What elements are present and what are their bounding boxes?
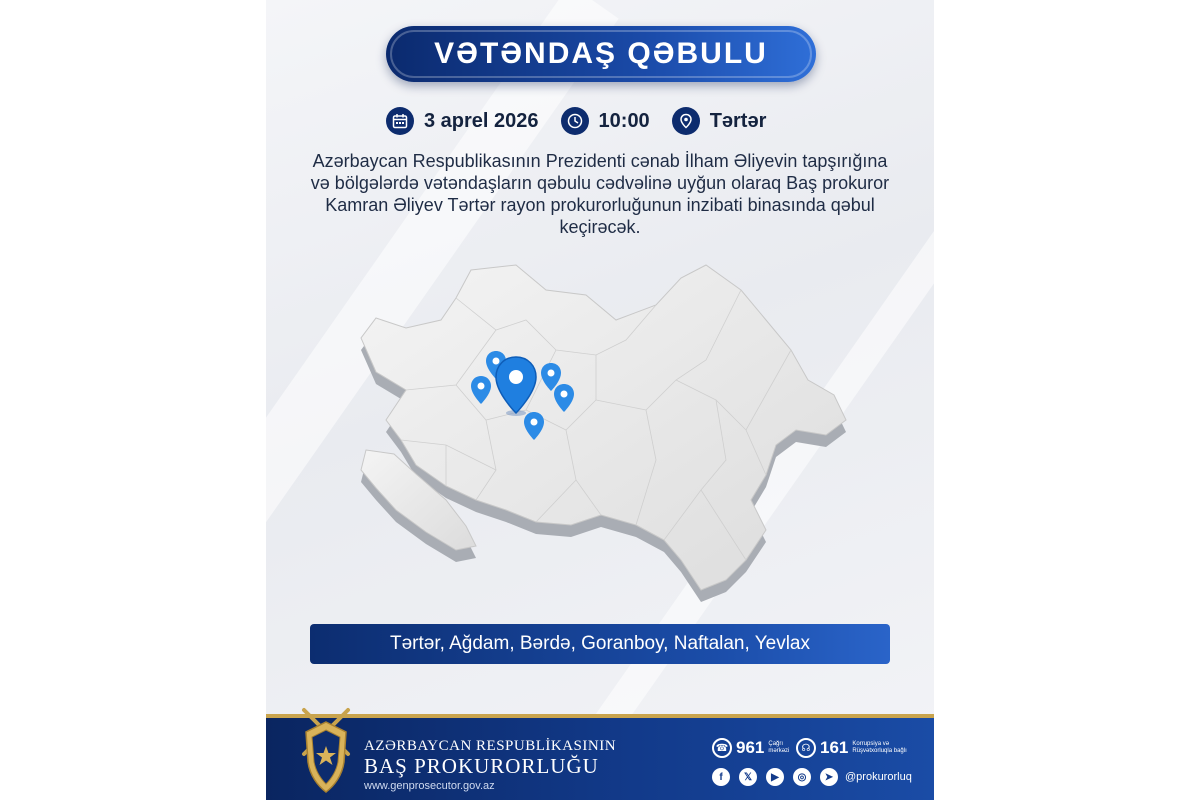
calendar-icon bbox=[386, 107, 414, 135]
azerbaijan-map bbox=[346, 260, 866, 610]
organization-name-line2: BAŞ PROKURORLUĞU bbox=[364, 754, 599, 778]
location-pin-icon bbox=[672, 107, 700, 135]
page-title: VƏTƏNDAŞ QƏBULU bbox=[434, 37, 768, 70]
hotline-anticorruption[interactable] bbox=[796, 738, 912, 758]
clock-icon bbox=[561, 107, 589, 135]
event-time: 10:00 bbox=[598, 109, 650, 132]
website-link[interactable]: www.genprosecutor.gov.az bbox=[364, 780, 495, 792]
x-icon[interactable]: 𝕏 bbox=[739, 768, 757, 786]
prosecutor-emblem-icon bbox=[294, 704, 358, 796]
social-handle[interactable]: @prokurorluq bbox=[845, 771, 912, 783]
footer-bar bbox=[266, 718, 934, 800]
announcement-poster bbox=[266, 0, 934, 800]
social-links bbox=[712, 768, 912, 786]
event-date: 3 aprel 2026 bbox=[424, 109, 539, 132]
phone-icon: ☎ bbox=[712, 738, 732, 758]
hotline-caption: Korrupsiya və Rüşvətxorluqla bağlı bbox=[852, 741, 907, 754]
organization-name-line1: AZƏRBAYCAN RESPUBLİKASININ bbox=[364, 738, 617, 754]
footer-gold-stripe bbox=[266, 714, 934, 718]
youtube-icon[interactable]: ▶ bbox=[766, 768, 784, 786]
instagram-icon[interactable]: ◎ bbox=[793, 768, 811, 786]
hotline-number: 961 bbox=[736, 738, 765, 757]
title-banner bbox=[386, 26, 816, 82]
regions-list: Tərtər, Ağdam, Bərdə, Goranboy, Naftalan, Yevlax bbox=[389, 633, 810, 654]
event-info-row bbox=[386, 105, 816, 137]
hotline-caption: Çağrı mərkəzi bbox=[768, 741, 790, 754]
headset-icon: ☊ bbox=[796, 738, 816, 758]
event-location: Tərtər bbox=[709, 109, 767, 132]
telegram-icon[interactable]: ➤ bbox=[820, 768, 838, 786]
announcement-description: Azərbaycan Respublikasının Prezidenti cənab İlham Əliyevin tapşırığına və bölgələrdə vətəndaşların qəbulu cədvəlinə uyğun olaraq Baş prokuror Kamran Əliyev Tərtər rayon prokurorluğunun inzibati binasında qəbul keçirəcək. bbox=[310, 151, 890, 237]
regions-banner bbox=[310, 624, 890, 664]
hotline-call-center[interactable] bbox=[712, 738, 802, 758]
hotline-number: 161 bbox=[820, 738, 849, 757]
facebook-icon[interactable]: f bbox=[712, 768, 730, 786]
